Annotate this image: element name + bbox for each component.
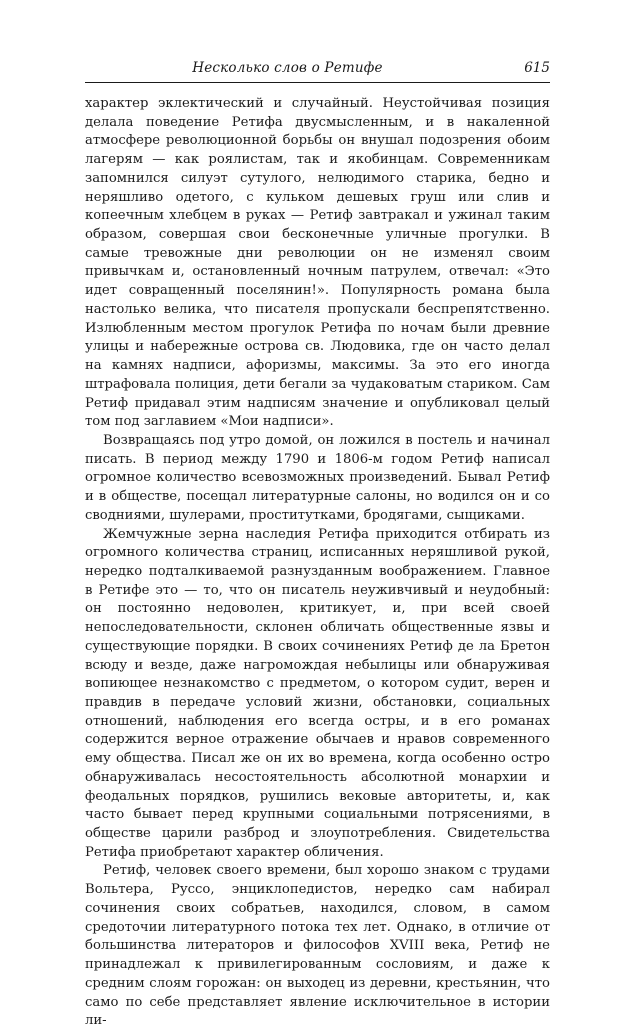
- paragraph-2: Возвращаясь под утро домой, он ложился в постель и начинал писать. В период между 1790 и 1806-м годом Ретиф написал огромное количество всевозможных произведений. Бывал Ретиф и в обществе, посещал литературные салоны, но водился он и со сводниями, шулерами, проститутками, бродягами, сыщиками.: [85, 432, 550, 523]
- running-head: [85, 58, 550, 78]
- running-title: Несколько слов о Ретифе: [192, 60, 383, 76]
- paragraph-3: Жемчужные зерна наследия Ретифа приходится отбирать из огромного количества страниц, исписанных неряшливой рукой, нередко подталкиваемой разнузданным воображением. Главное в Ретифе это — то, что он писатель неуживчивый и неудобный: он постоянно недоволен, критикует, и, при всей своей непоследовательности, склонен обличать общественные язвы и существующие порядки. В своих сочинениях Ретиф де ла Бретон всюду и везде, даже нагромождая небылицы или обнаруживая вопиющее незнакомство с предметом, о котором судит, верен и правдив в передаче условий жизни, обстановки, социальных отношений, наблюдения его всегда остры, и в его романах содержится верное отражение обычаев и нравов современного ему общества. Писал же он их во времена, когда особенно остро обнаруживалась несостоятельность абсолютной монархии и феодальных порядков, рушились вековые авторитеты, и, как часто бывает перед крупными социальными потрясениями, в обществе царили разброд и злоупотребления. Свидетельства Ретифа приобретают характер обличения.: [85, 526, 550, 860]
- paragraph-1: характер эклектический и случайный. Неустойчивая позиция делала поведение Ретифа двусмысленным, и в накаленной атмосфере революционной борьбы он внушал подозрения обоим лагерям — как роялистам, так и якобинцам. Современникам запомнился силуэт сутулого, нелюдимого старика, бедно и неряшливо одетого, с кульком дешевых груш или слив и копеечным хлебцем в руках — Ретиф завтракал и ужинал таким образом, совершая свои бесконечные уличные прогулки. В самые тревожные дни революции он не изменял своим привычкам и, остановленный ночным патрулем, отвечал: «Это идет совращенный поселянин!». Популярность романа была настолько велика, что писателя пропускали беспрепятственно. Излюбленным местом прогулок Ретифа по ночам были древние улицы и набережные острова св. Людовика, где он часто делал на камнях надписи, афоризмы, максимы. За это его иногда штрафовала полиция, дети бегали за чудаковатым стариком. Сам Ретиф придавал этим надписям значение и опубликовал целый том под заглавием «Мои надписи».: [85, 96, 550, 430]
- paragraph-4: Ретиф, человек своего времени, был хорошо знаком с трудами Вольтера, Руссо, энциклопедистов, нередко сам набирал сочинения своих собратьев, находился, словом, в самом средоточии литературного потока тех лет. Однако, в отличие от большинства литераторов и философов XVIII века, Ретиф не принадлежал к привилегированным сословиям, и даже к средним слоям горожан: он выходец из деревни, крестьянин, что само по себе представляет явление исключительное в истории ли-: [85, 863, 550, 1029]
- header-rule: [85, 82, 550, 83]
- page-number: 615: [524, 60, 550, 76]
- body-text: [85, 95, 550, 1031]
